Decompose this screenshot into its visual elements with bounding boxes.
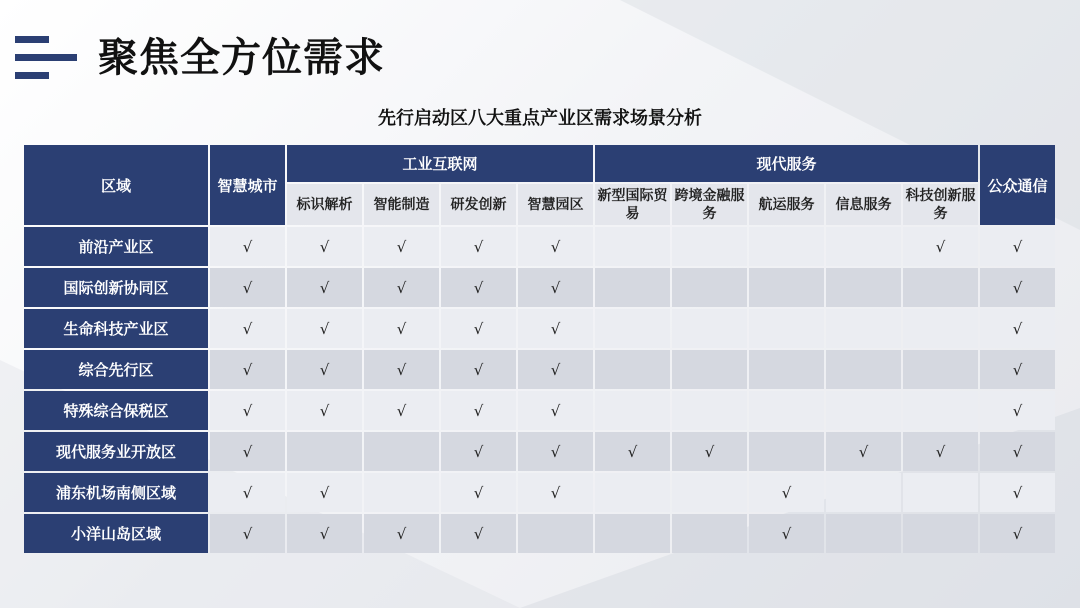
table-cell: √ [749, 514, 824, 553]
table-cell: √ [980, 514, 1055, 553]
row-region-label: 生命科技产业区 [24, 309, 208, 348]
subheader: 智能制造 [364, 184, 439, 225]
table-cell: √ [364, 227, 439, 266]
table-cell: √ [518, 268, 593, 307]
table-cell: √ [980, 227, 1055, 266]
table-cell: √ [980, 432, 1055, 471]
row-region-label: 浦东机场南侧区域 [24, 473, 208, 512]
subheader: 信息服务 [826, 184, 901, 225]
header-group-modern-services: 现代服务 [595, 145, 978, 182]
table-cell: √ [441, 309, 516, 348]
row-region-label: 特殊综合保税区 [24, 391, 208, 430]
table-cell: √ [980, 350, 1055, 389]
table-cell [672, 473, 747, 512]
table-cell [903, 268, 978, 307]
table-cell [672, 514, 747, 553]
table-cell [595, 473, 670, 512]
table-row [24, 473, 1055, 512]
table-cell [749, 432, 824, 471]
table-cell: √ [287, 391, 362, 430]
table-cell [672, 309, 747, 348]
table-cell [518, 514, 593, 553]
table-cell [826, 350, 901, 389]
table-cell: √ [287, 227, 362, 266]
table-cell: √ [518, 473, 593, 512]
table-cell [672, 227, 747, 266]
table-cell: √ [441, 473, 516, 512]
header-group-industrial-internet: 工业互联网 [287, 145, 593, 182]
table-cell: √ [210, 391, 285, 430]
table-cell: √ [210, 432, 285, 471]
table-cell [287, 432, 362, 471]
table-cell: √ [980, 268, 1055, 307]
table-cell: √ [441, 350, 516, 389]
subheader: 标识解析 [287, 184, 362, 225]
table-cell [672, 268, 747, 307]
row-region-label: 现代服务业开放区 [24, 432, 208, 471]
table-cell: √ [287, 350, 362, 389]
row-region-label: 综合先行区 [24, 350, 208, 389]
table-cell: √ [210, 350, 285, 389]
subheader: 新型国际贸易 [595, 184, 670, 225]
table-cell: √ [210, 227, 285, 266]
table-cell: √ [287, 514, 362, 553]
table-cell: √ [210, 473, 285, 512]
subheader: 智慧园区 [518, 184, 593, 225]
table-cell [595, 268, 670, 307]
table-cell [749, 268, 824, 307]
table-cell [749, 309, 824, 348]
table-cell: √ [518, 391, 593, 430]
table-cell [826, 227, 901, 266]
table-cell [903, 391, 978, 430]
table-row [24, 432, 1055, 471]
table-caption: 先行启动区八大重点产业区需求场景分析 [378, 108, 702, 129]
table-cell: √ [287, 268, 362, 307]
table-cell [826, 309, 901, 348]
subheader: 航运服务 [749, 184, 824, 225]
row-region-label: 前沿产业区 [24, 227, 208, 266]
table-row [24, 514, 1055, 553]
table-cell: √ [441, 391, 516, 430]
table-cell: √ [672, 432, 747, 471]
table-cell [749, 227, 824, 266]
row-region-label: 小洋山岛区域 [24, 514, 208, 553]
table-cell [826, 473, 901, 512]
table-cell [903, 473, 978, 512]
subheader: 研发创新 [441, 184, 516, 225]
header-region: 区域 [24, 145, 208, 225]
subheader: 跨境金融服务 [672, 184, 747, 225]
table-cell [672, 391, 747, 430]
table-row [24, 227, 1055, 266]
table-cell [826, 268, 901, 307]
table-cell: √ [441, 514, 516, 553]
table-cell: √ [518, 350, 593, 389]
table-cell: √ [980, 473, 1055, 512]
table-cell [364, 473, 439, 512]
table-cell: √ [518, 309, 593, 348]
table-cell [595, 391, 670, 430]
page-title: 聚焦全方位需求 [98, 34, 385, 81]
table-cell: √ [364, 514, 439, 553]
table-cell: √ [364, 268, 439, 307]
table-cell: √ [364, 391, 439, 430]
table-cell: √ [441, 268, 516, 307]
table-cell: √ [980, 309, 1055, 348]
table-cell [903, 350, 978, 389]
table-cell [672, 350, 747, 389]
table-cell: √ [210, 268, 285, 307]
table-cell [903, 514, 978, 553]
table-cell: √ [903, 432, 978, 471]
subheader: 科技创新服务 [903, 184, 978, 225]
table-cell: √ [441, 227, 516, 266]
table-cell [595, 514, 670, 553]
header-public-comm: 公众通信 [980, 145, 1055, 225]
table-cell: √ [441, 432, 516, 471]
table-cell: √ [518, 432, 593, 471]
table-cell [749, 391, 824, 430]
table-cell [595, 309, 670, 348]
header-smart-city: 智慧城市 [210, 145, 285, 225]
table-cell: √ [287, 473, 362, 512]
table-cell: √ [518, 227, 593, 266]
table-row [24, 391, 1055, 430]
table-cell: √ [826, 432, 901, 471]
table-cell [826, 391, 901, 430]
table-cell [364, 432, 439, 471]
table-row [24, 268, 1055, 307]
table-cell: √ [287, 309, 362, 348]
demand-scenario-table [22, 143, 1057, 555]
table-cell: √ [749, 473, 824, 512]
table-cell [903, 309, 978, 348]
table-cell: √ [980, 391, 1055, 430]
row-region-label: 国际创新协同区 [24, 268, 208, 307]
table-row [24, 350, 1055, 389]
table-cell [595, 350, 670, 389]
table-cell: √ [210, 514, 285, 553]
table-cell: √ [210, 309, 285, 348]
table-cell [749, 350, 824, 389]
table-cell: √ [595, 432, 670, 471]
table-cell: √ [903, 227, 978, 266]
table-cell: √ [364, 309, 439, 348]
table-cell [595, 227, 670, 266]
table-cell: √ [364, 350, 439, 389]
table-cell [826, 514, 901, 553]
menu-bars-icon [15, 34, 77, 82]
table-row [24, 309, 1055, 348]
